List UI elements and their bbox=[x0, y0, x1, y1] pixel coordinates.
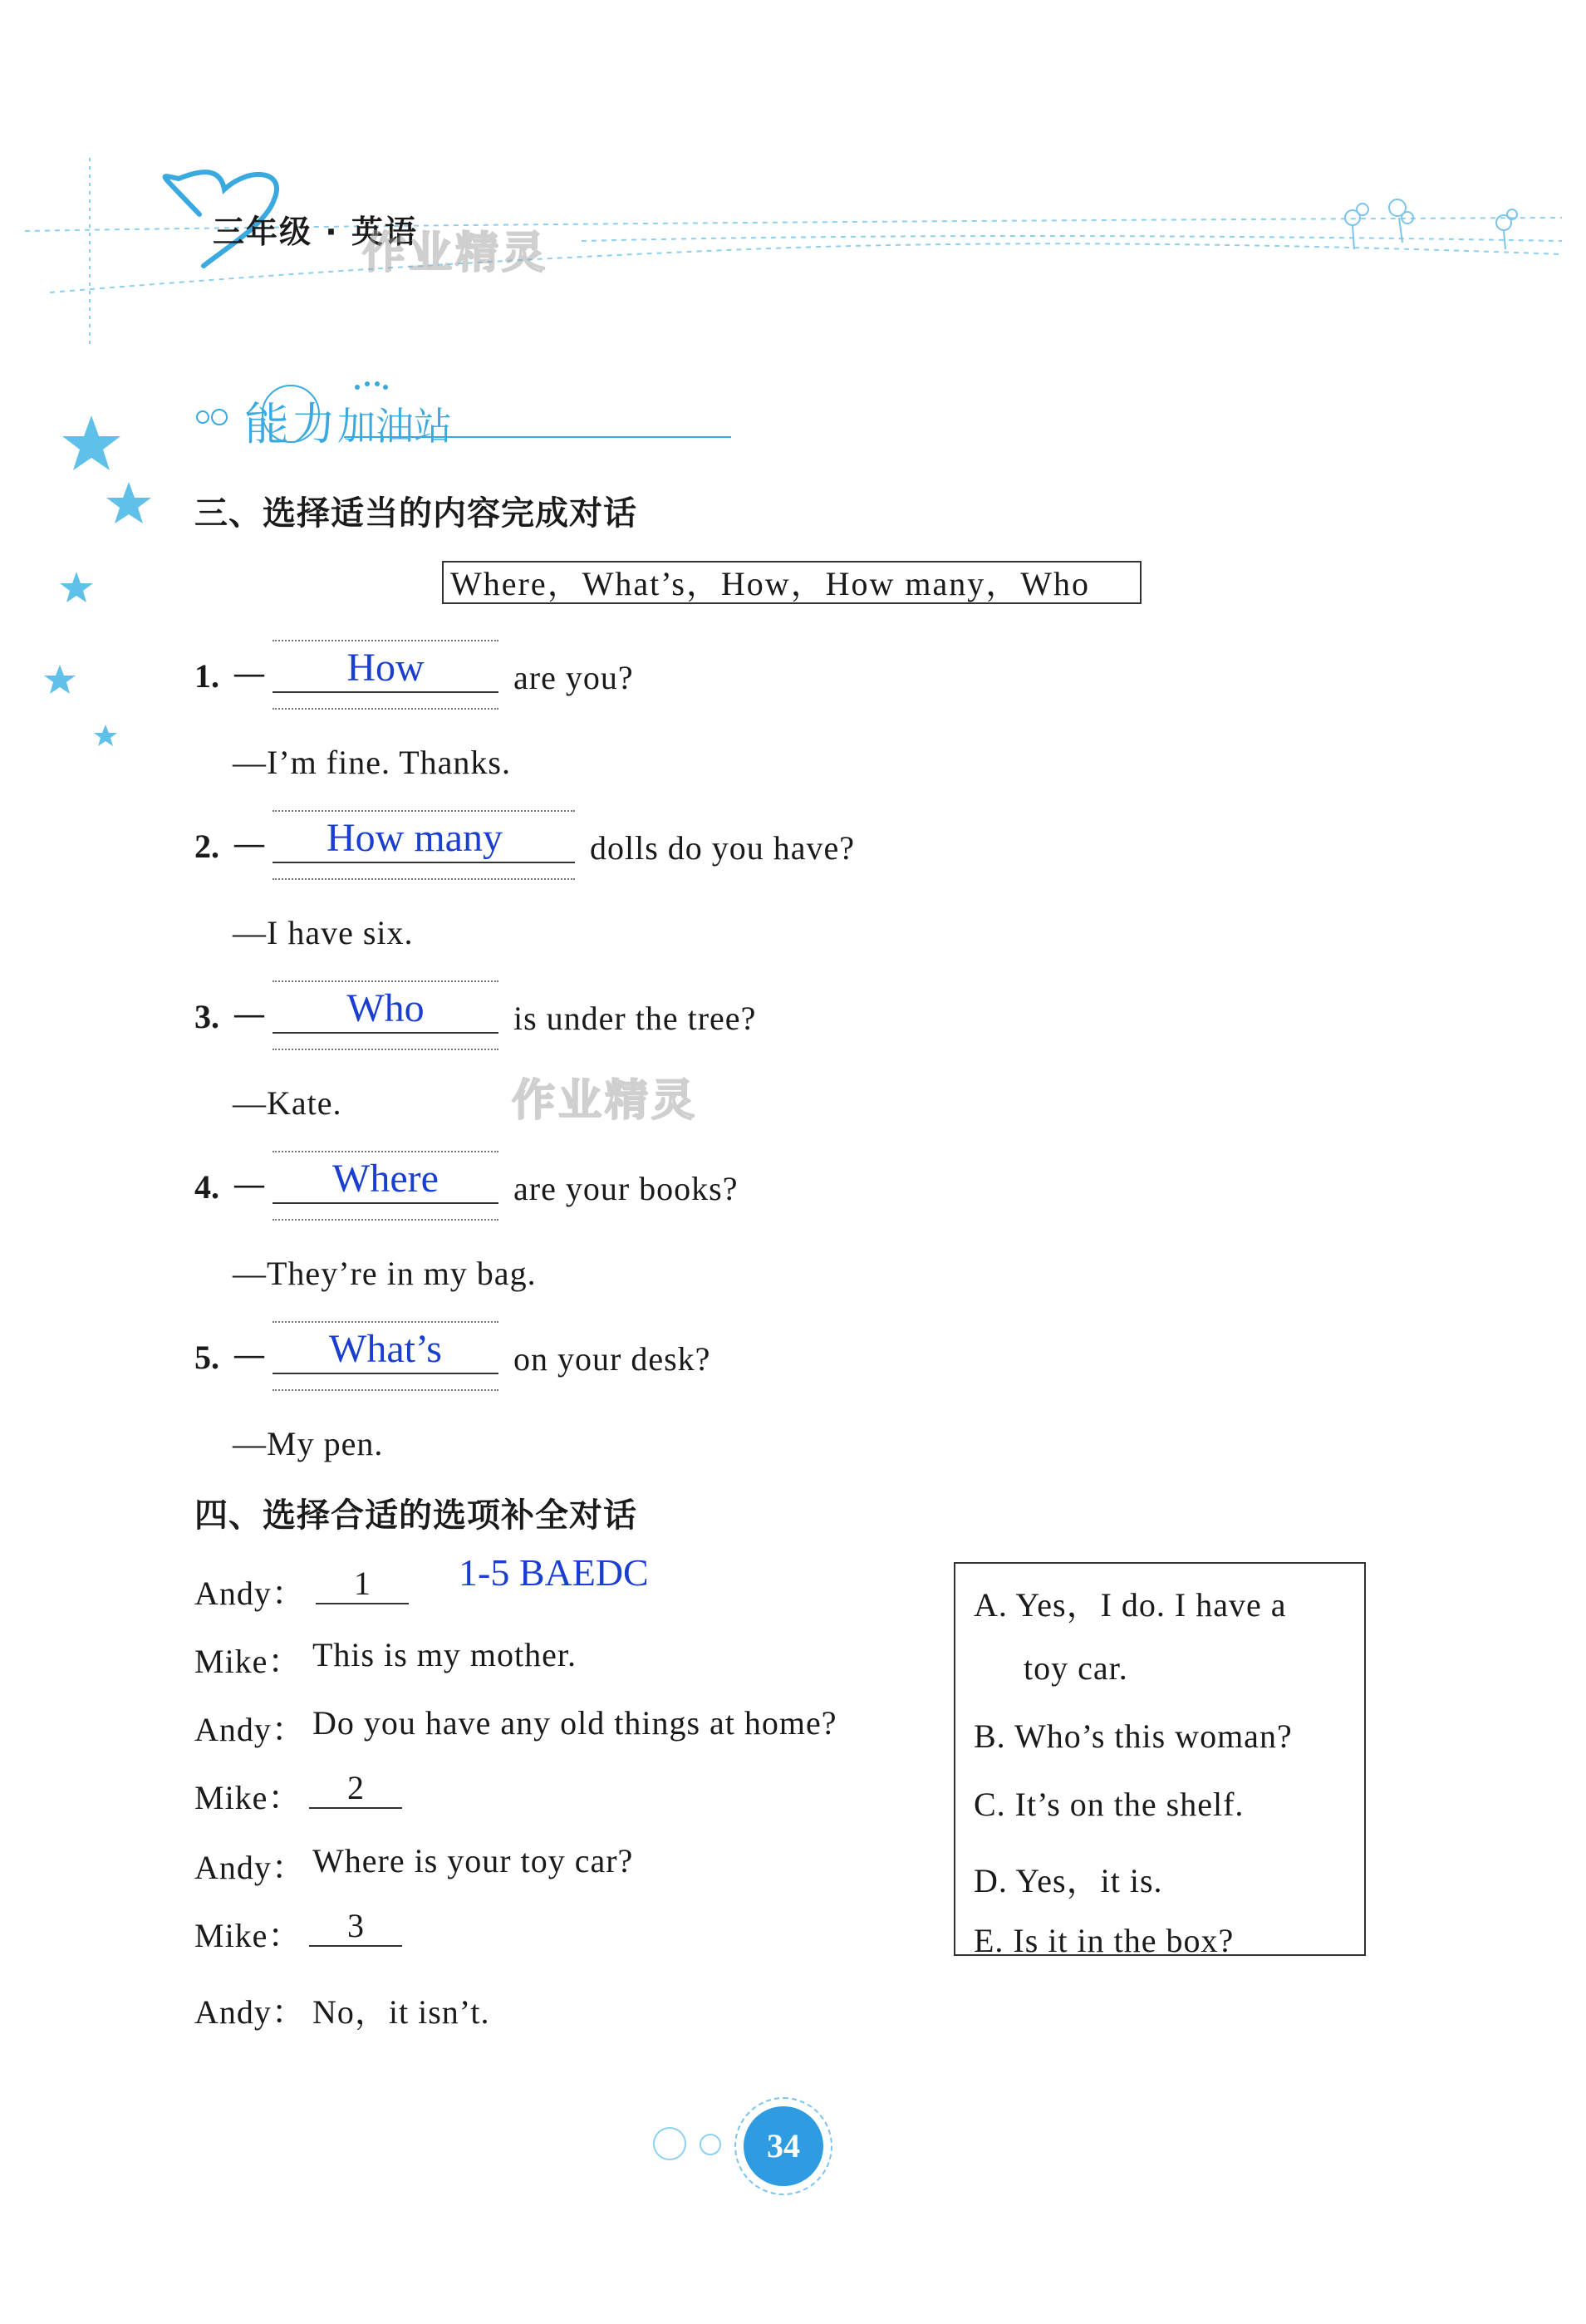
part3-title: 三、选择适当的内容完成对话 bbox=[194, 494, 637, 533]
dotted-guide bbox=[273, 1151, 498, 1152]
answer-text: Who bbox=[346, 986, 425, 1030]
dash: — bbox=[233, 995, 266, 1034]
item-number: 2. bbox=[194, 828, 219, 865]
dash: — bbox=[233, 825, 266, 863]
dialogue-text: No，it isn’t. bbox=[312, 1993, 490, 2031]
header-title: 三年级 · 英语 bbox=[213, 214, 418, 250]
answer-text: How many bbox=[327, 816, 503, 860]
question-text: on your desk? bbox=[513, 1340, 711, 1378]
header-decoration bbox=[0, 0, 1586, 349]
dialogue-blank: 1 bbox=[316, 1564, 409, 1604]
dialogue-speaker: Mike： bbox=[194, 1643, 302, 1680]
choice-a-continued: toy car. bbox=[1024, 1649, 1128, 1687]
choice-c: C. It’s on the shelf. bbox=[974, 1786, 1245, 1823]
dialogue-text: Do you have any old things at home? bbox=[312, 1704, 837, 1742]
dialogue-blank: 2 bbox=[309, 1768, 402, 1809]
question-text: is under the tree? bbox=[513, 1000, 757, 1037]
reply-text: —They’re in my bag. bbox=[233, 1255, 537, 1292]
answer-blank bbox=[273, 1032, 498, 1034]
reply-text: —I’m fine. Thanks. bbox=[233, 744, 511, 781]
dash: — bbox=[233, 1336, 266, 1374]
dialogue-text: Where is your toy car? bbox=[312, 1842, 634, 1879]
question-text: dolls do you have? bbox=[590, 829, 856, 867]
reply-text: —My pen. bbox=[233, 1425, 384, 1462]
watermark: 作业精灵 bbox=[512, 1076, 699, 1126]
answer-blank bbox=[273, 691, 498, 693]
dotted-guide bbox=[273, 878, 575, 880]
answer-text: Where bbox=[332, 1157, 439, 1201]
section-underline bbox=[344, 436, 731, 438]
dash: — bbox=[233, 1166, 266, 1204]
dotted-guide bbox=[273, 1321, 498, 1323]
dotted-guide bbox=[273, 708, 498, 710]
reply-text: —Kate. bbox=[233, 1084, 342, 1122]
dialogue-speaker: Andy： bbox=[194, 1849, 306, 1886]
dotted-guide bbox=[273, 640, 498, 641]
answer-text: What’s bbox=[329, 1327, 442, 1371]
star-decoration bbox=[33, 399, 166, 764]
answer-blank bbox=[273, 1202, 498, 1204]
dialogue-speaker: Mike： bbox=[194, 1917, 302, 1954]
dialogue-blank: 3 bbox=[309, 1906, 402, 1947]
choice-a: A. Yes，I do. I have a bbox=[974, 1586, 1287, 1624]
item-number: 5. bbox=[194, 1339, 219, 1376]
dotted-guide bbox=[273, 1219, 498, 1221]
answer-key: 1-5 BAEDC bbox=[459, 1551, 649, 1594]
footer-circle-decoration bbox=[653, 2127, 686, 2160]
answer-blank bbox=[273, 1373, 498, 1374]
dialogue-text: This is my mother. bbox=[312, 1636, 577, 1673]
watermark: 作业精灵 bbox=[362, 228, 549, 278]
dash: — bbox=[233, 655, 266, 693]
item-number: 3. bbox=[194, 998, 219, 1035]
item-number: 4. bbox=[194, 1168, 219, 1206]
footer-circle-decoration bbox=[700, 2134, 721, 2155]
item-number: 1. bbox=[194, 657, 219, 695]
question-text: are your books? bbox=[513, 1170, 739, 1207]
dotted-guide bbox=[273, 980, 498, 982]
dialogue-speaker: Andy： bbox=[194, 1711, 306, 1748]
page-number: 34 bbox=[744, 2106, 823, 2186]
section-title bbox=[244, 389, 452, 453]
dotted-guide bbox=[273, 1049, 498, 1050]
section-title-prefix: 能力 bbox=[244, 398, 337, 450]
choice-e: E. Is it in the box? bbox=[974, 1922, 1235, 1959]
part4-title: 四、选择合适的选项补全对话 bbox=[194, 1496, 637, 1535]
dialogue-speaker: Mike： bbox=[194, 1779, 302, 1816]
question-text: are you? bbox=[513, 659, 634, 696]
answer-text: How bbox=[346, 646, 425, 690]
dotted-guide bbox=[273, 810, 575, 812]
section-title-suffix: 加油站 bbox=[337, 404, 452, 449]
dialogue-speaker: Andy： bbox=[194, 1575, 306, 1612]
dotted-guide bbox=[273, 1389, 498, 1391]
reply-text: —I have six. bbox=[233, 914, 414, 951]
word-bank: Where，What’s，How，How many，Who bbox=[442, 561, 1142, 604]
dialogue-speaker: Andy： bbox=[194, 1993, 306, 2031]
choice-d: D. Yes，it is. bbox=[974, 1862, 1163, 1899]
choices-box bbox=[954, 1562, 1366, 1959]
answer-blank bbox=[273, 862, 575, 863]
choice-b: B. Who’s this woman? bbox=[974, 1717, 1293, 1755]
